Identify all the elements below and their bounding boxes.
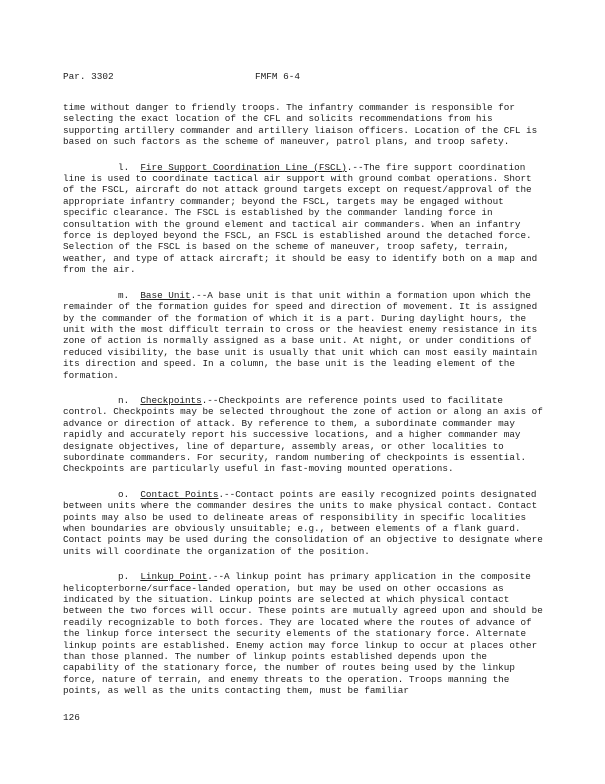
paragraph-letter: n. xyxy=(118,394,130,406)
paragraph-reference: Par. 3302 xyxy=(63,71,114,82)
paragraph-term: Base Unit xyxy=(140,289,191,301)
page-number: 126 xyxy=(63,712,80,723)
paragraph-letter: p. xyxy=(118,571,130,583)
paragraph-checkpoints xyxy=(63,395,545,475)
paragraph-text: .--Checkpoints are reference points used to facilitate control. Checkpoints may be selected throughout the zone of action or along an axis of advance or direction of attack. By reference to them, a subordinate commander may rapidly and accurately report his successive locations, and a higher commander may designate objectives, line of departure, assembly areas, or other localities to subordinate commanders. For security, random numbering of checkpoints is essential. Checkpoints are particularly useful in fast-moving mounted operations. xyxy=(63,394,543,475)
paragraph-letter: l. xyxy=(118,161,130,173)
intro-paragraph: time without danger to friendly troops. The infantry commander is responsible for selecting the exact location of the CFL and solicits recommendations from his supporting artillery commander and artillery liaison officers. Location of the CFL is based on such factors as the scheme of maneuver, patrol plans, and troop safety. xyxy=(63,102,538,148)
paragraph-text: .--The fire support coordination line is used to coordinate tactical air support with ground combat operations. Short of the FSCL, aircraft do not attack ground targets except on request/approval of the appropriate infantry commander; beyond the FSCL, targets may be engaged without specific clearance. The FSCL is established by the commander landing force in consultation with the ground element and tactical air commanders. When an infantry force is deployed beyond the FSCL, an FSCL is established around the detached force. Selection of the FSCL is based on the scheme of maneuver, troop safety, terrain, weather, and type of attack aircraft; it should be easy to identify both on a map and from the air. xyxy=(63,161,538,276)
paragraph-letter: o. xyxy=(118,488,130,500)
document-body xyxy=(63,102,545,711)
paragraph-term: Checkpoints xyxy=(140,394,202,406)
paragraph-base-unit xyxy=(63,290,545,381)
paragraph-text: .--A linkup point has primary application in the composite helicopterborne/surface-landed operation, but may be used on other occasions as indicated by the situation. Linkup points are selected at which physical contact between the two forces will occur. These points are mutually agreed upon and should be readily recognizable to both forces. They are located where the routes of advance of the linkup force intersect the security elements of the stationary force. Alternate linkup points are established. Enemy action may force linkup to occur at places other than those planned. The number of linkup points established depends upon the capability of the stationary force, the number of routes being used by the linkup force, nature of terrain, and enemy threats to the operation. Troops manning the points, as well as the units contacting them, must be familiar xyxy=(63,571,543,697)
paragraph-fscl xyxy=(63,162,545,276)
paragraph-linkup-point xyxy=(63,571,545,696)
paragraph-text: .--A base unit is that unit within a formation upon which the remainder of the formation guides for speed and direction of movement. It is assigned by the commander of the formation of which it is a part. During daylight hours, the unit with the most difficult terrain to cross or the heaviest enemy resistance in its zone of action is normally assigned as a base unit. At night, or under conditions of reduced visibility, the base unit is usually that unit which can most easily maintain its direction and speed. In a column, the base unit is the leading element of the formation. xyxy=(63,289,538,381)
document-identifier: FMFM 6-4 xyxy=(255,71,301,82)
paragraph-term: Fire Support Coordination Line (FSCL) xyxy=(140,161,347,173)
paragraph-term: Linkup Point xyxy=(140,571,208,583)
paragraph-letter: m. xyxy=(118,289,130,301)
paragraph-text: .--Contact points are easily recognized points designated between units where the commander desires the units to make physical contact. Contact points may also be used to delineate areas of responsibility in specific localities when boundaries are obviously unsuitable; e.g., between elements of a flank guard. Contact points may be used during the consolidation of an objective to designate where units will coordinate the organization of the position. xyxy=(63,488,543,557)
paragraph-term: Contact Points xyxy=(140,488,219,500)
paragraph-contact-points xyxy=(63,489,545,557)
